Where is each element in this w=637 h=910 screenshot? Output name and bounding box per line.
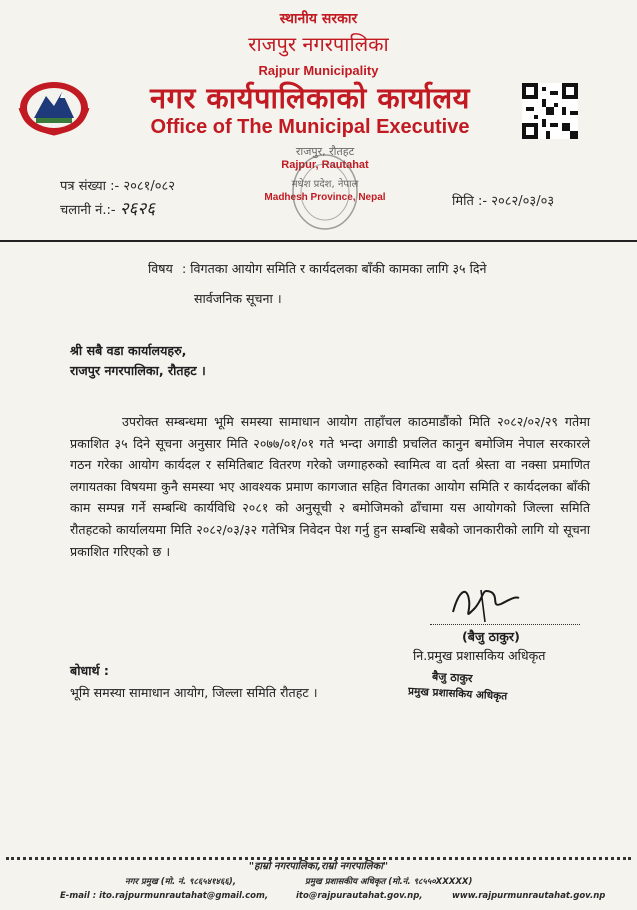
header-office-nepali: नगर कार्यपालिकाको कार्यालय (150, 81, 470, 115)
dispatch-number-value: २६२६ (119, 199, 156, 219)
signatory-name: (बैजु ठाकुर) (462, 629, 520, 644)
footer-email-2: ito@rajpurautahat.gov.np, (296, 891, 423, 901)
dispatch-number (60, 196, 155, 219)
designation-stamp: प्रमुख प्रशासकिय अधिकृत (407, 685, 508, 703)
footer-website: www.rajpurmunrautahat.gov.np (452, 891, 606, 901)
addressee-line2: राजपुर नगरपालिका, रौतहट । (70, 363, 206, 378)
qr-code-icon (522, 83, 578, 139)
round-seal-icon (290, 152, 360, 232)
dispatch-number-label: चलानी नं.:- (60, 203, 116, 218)
cc-label: बोधार्थ : (70, 663, 109, 678)
stamp-province-nepali: मधेश प्रदेश, नेपाल (291, 179, 359, 190)
body-paragraph: उपरोक्त सम्बन्धमा भूमि समस्या सामाधान आयोग ताहाँचल काठमाडौंको मिति २०८२/०२/२९ गतेमा प्रकाशित ३५ दिने सूचना अनुसार मिति २०७७/०१/०१ गते भन्दा अगाडी प्रचलित कानुन बमोजिम नेपाल सरकारले गठन गरेका आयोग कार्यदल र समितिबाट वितरण गरेको जग्गाहरुको स्वामित्व वा दर्ता श्रेस्ता वा नक्सा प्रमाणित लगायतका विषयमा कुनै समस्या भए आवश्यक प्रमाण कागजात सहित विगतका आयोग समिति र कार्यदलका बाँकी काम सम्पन्न गर्ने सम्बन्धि कार्यविधि २०८१ को अनुसूची २ बमोजिमको ढाँचामा यस आयोगको जिल्ला समिति रौतहटको कार्यालयमा मिति २०८२/०३/३२ गतेभित्र निवेदन पेश गर्नु हुन सम्बन्धि सबैको जानकारीको लागि यो सूचना प्रकाशित गरिएको छ । (70, 414, 590, 559)
cc-recipient: भूमि समस्या सामाधान आयोग, जिल्ला समिति रौतहट । (70, 685, 318, 700)
name-stamp: बैजु ठाकुर (431, 669, 473, 686)
footer-mayor-contact: नगर प्रमुख (मो. नं. ९८६५४१४६६), (125, 877, 236, 887)
header-local-government: स्थानीय सरकार (279, 11, 358, 27)
nepal-emblem-icon (16, 78, 92, 136)
stamp-line-nepali: राजपुर, रौतहट (295, 145, 355, 158)
letter-date: मिति :- २०८२/०३/०३ (452, 194, 555, 209)
letter-number: पत्र संख्या :- २०८१/०८२ (60, 179, 176, 194)
subject-text-line2: सार्वजनिक सूचना । (194, 291, 282, 306)
footer-slogan: "हाम्रो नगरपालिका,राम्रो नगरपालिका" (248, 861, 389, 872)
header-office-english: Office of The Municipal Executive (150, 116, 470, 138)
signature-line (430, 624, 580, 625)
subject-label: विषय (148, 261, 173, 276)
stamp-province-english: Madhesh Province, Nepal (264, 192, 386, 203)
header-municipality-nepali: राजपुर नगरपालिका (248, 32, 389, 56)
subject-text: : विगतका आयोग समिति र कार्यदलका बाँकी कामका लागि ३५ दिने (182, 261, 487, 276)
header-divider (0, 240, 637, 242)
footer-email: E-mail : ito.rajpurmunrautahat@gmail.com, (60, 891, 269, 901)
addressee-line1: श्री सबै वडा कार्यालयहरु, (70, 343, 187, 358)
official-stamp (250, 142, 400, 237)
signatory-designation: नि.प्रमुख प्रशासकिय अधिकृत (413, 648, 546, 663)
footer-cao-contact: प्रमुख प्रशासकीय अधिकृत (मो.नं. ९८५५०XXXXX) (305, 877, 473, 887)
header-municipality-english: Rajpur Municipality (258, 63, 379, 78)
stamp-line-english: Rajpur, Rautahat (281, 159, 369, 171)
handwritten-signature-icon (445, 582, 525, 626)
